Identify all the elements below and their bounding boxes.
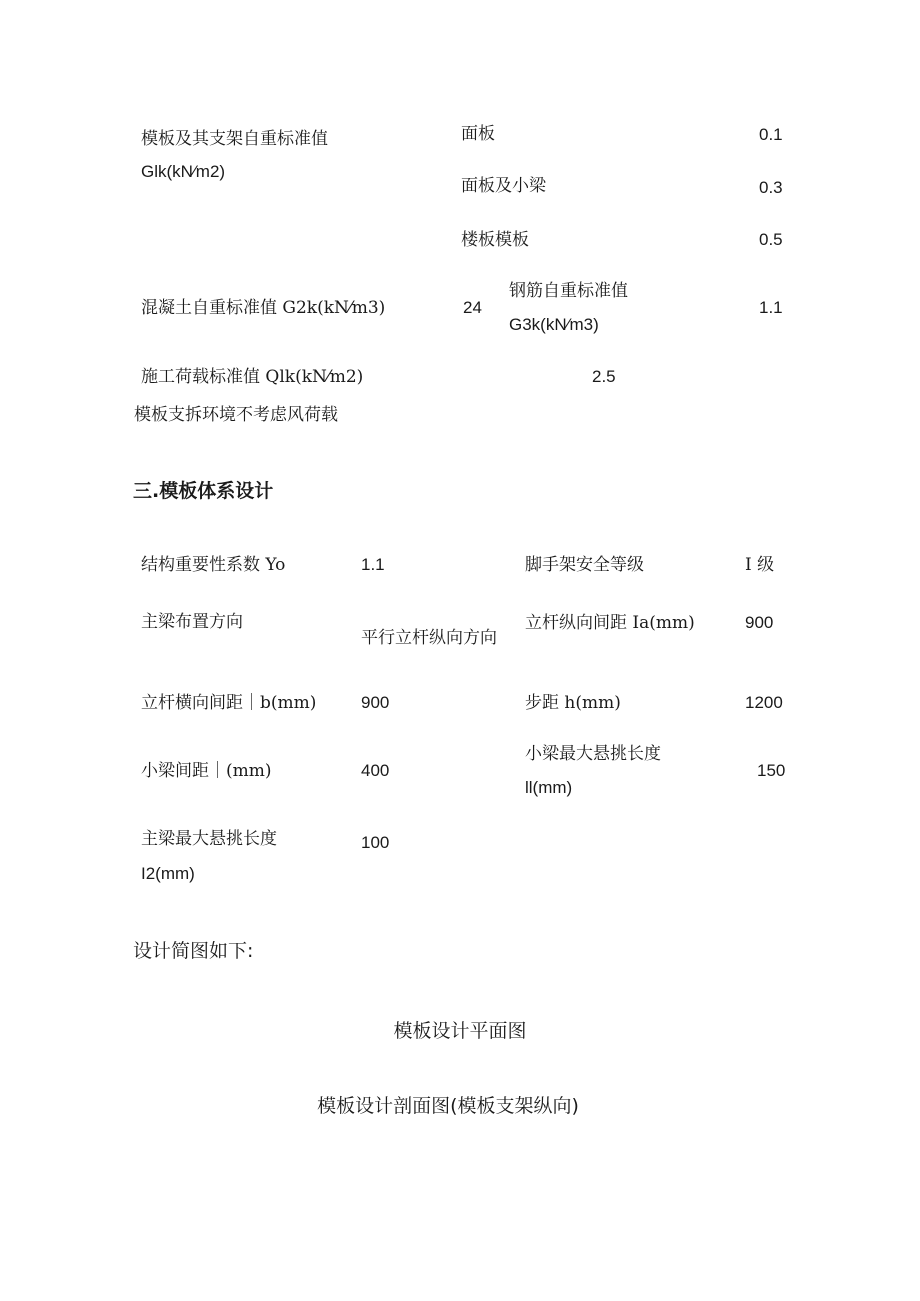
main-beam-cant-label: 主梁最大悬挑长度 [141, 829, 277, 849]
g1k-value-panel-beam: 0.3 [759, 178, 783, 197]
section-title: 三.模板体系设计 [133, 480, 274, 502]
g1k-item-panel: 面板 [461, 124, 495, 144]
g2k-value: 24 [463, 298, 482, 317]
pole-trans-label: 立杆横向间距｜b(mm) [141, 693, 317, 713]
caption-section: 模板设计剖面图(模板支架纵向) [317, 1095, 579, 1117]
g3k-label: 钢筋自重标准值 [509, 281, 628, 301]
diagram-intro: 设计简图如下: [133, 940, 254, 962]
safety-value: I 级 [745, 555, 775, 575]
g1k-value-floor: 0.5 [759, 230, 783, 249]
pole-trans-value: 900 [361, 693, 390, 712]
g3k-value: 1.1 [759, 298, 783, 317]
q1k-label: 施工荷载标准值 Qlk(kN⁄m2) [141, 367, 364, 387]
pole-long-label: 立杆纵向间距 Ia(mm) [525, 613, 695, 633]
main-beam-cant-unit: I2(mm) [141, 864, 195, 883]
step-value: 1200 [745, 693, 783, 712]
g2k-label: 混凝土自重标准值 G2k(kN⁄m3) [141, 298, 386, 318]
wind-note: 模板支拆环境不考虑风荷载 [134, 405, 338, 425]
safety-label: 脚手架安全等级 [525, 555, 644, 575]
main-beam-cant-value: 100 [361, 833, 390, 852]
pole-long-value: 900 [745, 613, 774, 632]
main-beam-dir-label: 主梁布置方向 [141, 612, 243, 632]
step-label: 步距 h(mm) [525, 693, 621, 713]
g1k-value-panel: 0.1 [759, 125, 783, 144]
small-beam-cant-unit: ll(mm) [525, 778, 573, 797]
small-beam-spacing-value: 400 [361, 761, 390, 780]
importance-label: 结构重要性系数 Yo [141, 555, 286, 575]
small-beam-spacing-label: 小梁间距｜(mm) [141, 761, 272, 781]
small-beam-cant-label: 小梁最大悬挑长度 [525, 744, 661, 764]
q1k-value: 2.5 [592, 367, 616, 386]
g1k-label: 模板及其支架自重标准值 [141, 129, 328, 149]
g1k-item-panel-beam: 面板及小梁 [461, 176, 546, 196]
g3k-unit: G3k(kN⁄m3) [509, 315, 599, 334]
g1k-item-floor: 楼板模板 [461, 230, 529, 250]
caption-plan: 模板设计平面图 [393, 1020, 527, 1042]
small-beam-cant-value: 150 [757, 761, 786, 780]
importance-value: 1.1 [361, 555, 385, 574]
g1k-unit: Glk(kN⁄m2) [141, 162, 226, 181]
main-beam-dir-value: 平行立杆纵向方向 [361, 628, 497, 648]
